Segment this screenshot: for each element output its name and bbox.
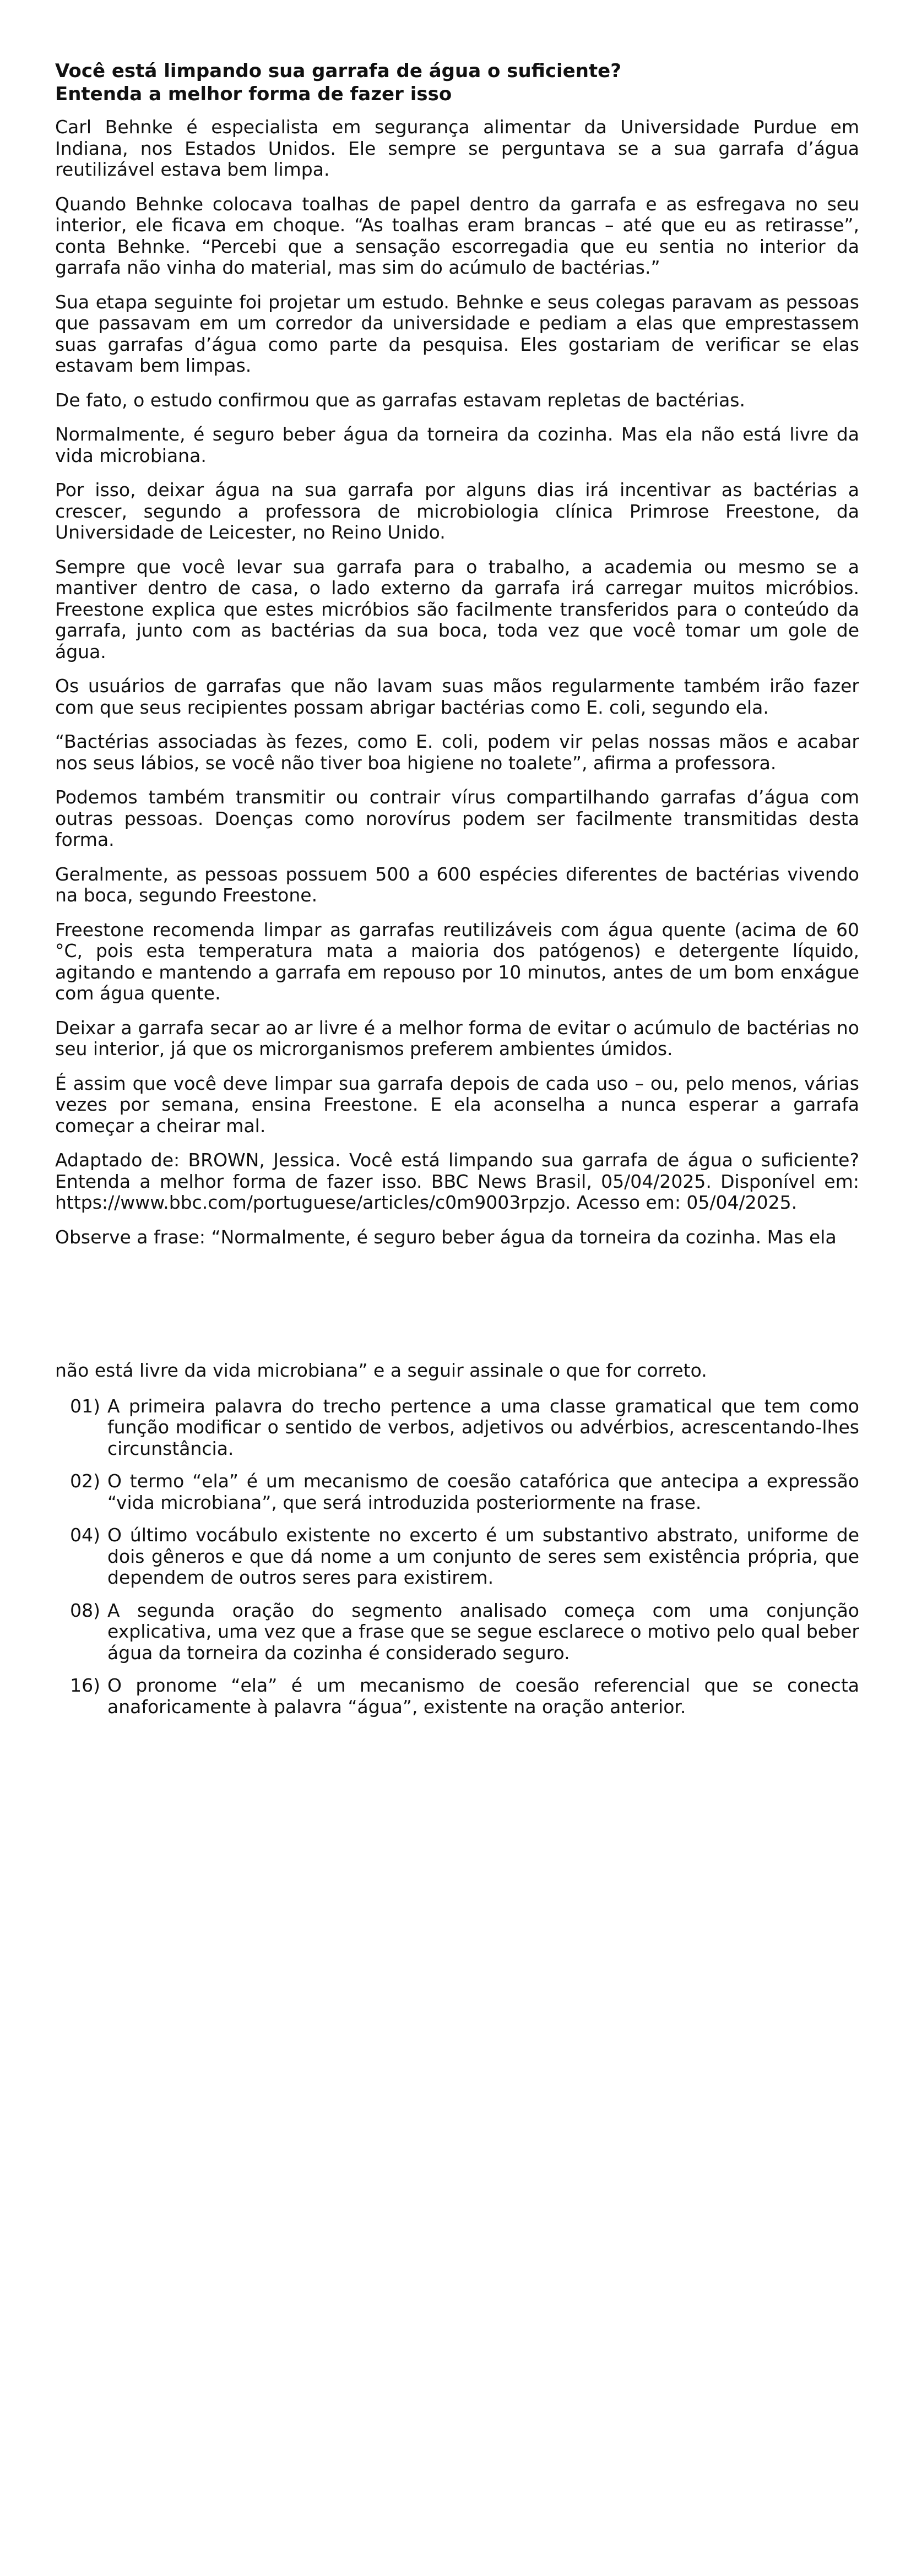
page-break-gap (55, 1248, 859, 1360)
article-title-line-2: Entenda a melhor forma de fazer isso (55, 83, 452, 105)
article-paragraph: Quando Behnke colocava toalhas de papel dentro da garrafa e as esfregava no seu interior, ele ficava em choque. “As toalhas eram brancas – até que eu as retirasse”, conta Behnke. “Percebi que a sensação escorregadia que eu sentia no interior da garrafa não vinha do material, mas sim do acúmulo de bactérias.” (55, 193, 859, 278)
option-number: 01) (70, 1395, 100, 1417)
answer-option-04 (55, 1525, 859, 1589)
option-number: 02) (70, 1470, 100, 1492)
article-paragraph: De fato, o estudo confirmou que as garrafas estavam repletas de bactérias. (55, 389, 745, 411)
option-text: O pronome “ela” é um mecanismo de coesão referencial que se conecta anaforicamente à palavra “água”, existente na oração anterior. (107, 1675, 859, 1718)
option-text: O último vocábulo existente no excerto é um substantivo abstrato, uniforme de dois gêneros e que dá nome a um conjunto de seres sem existência própria, que dependem de outros seres para existirem. (107, 1524, 859, 1588)
article-paragraph: Por isso, deixar água na sua garrafa por alguns dias irá incentivar as bactérias a crescer, segundo a professora de microbiologia clínica Primrose Freestone, da Universidade de Leicester, no Reino Unido. (55, 479, 859, 543)
answer-options (55, 1396, 859, 1718)
article-title-line-1: Você está limpando sua garrafa de água o suficiente? (55, 60, 621, 82)
article-paragraph: Carl Behnke é especialista em segurança alimentar da Universidade Purdue em Indiana, nos Estados Unidos. Ele sempre se perguntava se a sua garrafa d’água reutilizável estava bem limpa. (55, 116, 859, 180)
article-body (55, 117, 859, 1214)
source-citation: Adaptado de: BROWN, Jessica. Você está limpando sua garrafa de água o suficiente? Entenda a melhor forma de fazer isso. BBC News Brasil, 05/04/2025. Disponível em: https://www.bbc.com/portuguese/articles/c0m9003rpzjo. Acesso em: 05/04/2025. (55, 1149, 859, 1213)
option-number: 08) (70, 1599, 100, 1621)
option-text: A segunda oração do segmento analisado começa com uma conjunção explicativa, uma vez que a frase que se segue esclarece o motivo pelo qual beber água da torneira da cozinha é considerado seguro. (107, 1599, 859, 1664)
option-text: O termo “ela” é um mecanismo de coesão catafórica que antecipa a expressão “vida microbiana”, que será introduzida posteriormente na frase. (107, 1470, 859, 1513)
question-statement-part-1: Observe a frase: “Normalmente, é seguro beber água da torneira da cozinha. Mas ela (55, 1226, 837, 1248)
question (55, 1227, 859, 1718)
document-page (55, 59, 859, 1729)
answer-option-01 (55, 1396, 859, 1460)
article-paragraph: Sua etapa seguinte foi projetar um estudo. Behnke e seus colegas paravam as pessoas que passavam em um corredor da universidade e pediam a elas que emprestassem suas garrafas d’água como parte da pesquisa. Eles gostariam de verificar se elas estavam bem limpas. (55, 291, 859, 376)
article-paragraph: Freestone recomenda limpar as garrafas reutilizáveis com água quente (acima de 60 °C, pois esta temperatura mata a maioria dos patógenos) e detergente líquido, agitando e mantendo a garrafa em repouso por 10 minutos, antes de um bom enxágue com água quente. (55, 919, 859, 1004)
article-paragraph: Sempre que você levar sua garrafa para o trabalho, a academia ou mesmo se a mantiver dentro de casa, o lado externo da garrafa irá carregar muitos micróbios. Freestone explica que estes micróbios são facilmente transferidos para o conteúdo da garrafa, junto com as bactérias da sua boca, toda vez que você tomar um gole de água. (55, 556, 859, 662)
article-paragraph: Os usuários de garrafas que não lavam suas mãos regularmente também irão fazer com que seus recipientes possam abrigar bactérias como E. coli, segundo ela. (55, 675, 859, 718)
article-paragraph: Geralmente, as pessoas possuem 500 a 600 espécies diferentes de bactérias vivendo na boca, segundo Freestone. (55, 863, 859, 906)
article-paragraph: Podemos também transmitir ou contrair vírus compartilhando garrafas d’água com outras pessoas. Doenças como norovírus podem ser facilmente transmitidas desta forma. (55, 786, 859, 850)
article-paragraph: Normalmente, é seguro beber água da torneira da cozinha. Mas ela não está livre da vida microbiana. (55, 423, 859, 466)
option-number: 16) (70, 1675, 100, 1696)
article-paragraph: Deixar a garrafa secar ao ar livre é a melhor forma de evitar o acúmulo de bactérias no seu interior, já que os microrganismos preferem ambientes úmidos. (55, 1017, 859, 1059)
article-paragraph: É assim que você deve limpar sua garrafa depois de cada uso – ou, pelo menos, várias vezes por semana, ensina Freestone. E ela aconselha a nunca esperar a garrafa começar a cheirar mal. (55, 1072, 859, 1137)
option-text: A primeira palavra do trecho pertence a uma classe gramatical que tem como função modificar o sentido de verbos, adjetivos ou advérbios, acrescentando-lhes circunstância. (107, 1395, 859, 1459)
answer-option-08 (55, 1600, 859, 1664)
answer-option-16 (55, 1675, 859, 1718)
answer-option-02 (55, 1471, 859, 1513)
question-statement-part-2: não está livre da vida microbiana” e a seguir assinale o que for correto. (55, 1360, 707, 1381)
article-paragraph: “Bactérias associadas às fezes, como E. coli, podem vir pelas nossas mãos e acabar nos seus lábios, se você não tiver boa higiene no toalete”, afirma a professora. (55, 731, 859, 774)
article-title (55, 59, 859, 106)
option-number: 04) (70, 1524, 100, 1546)
